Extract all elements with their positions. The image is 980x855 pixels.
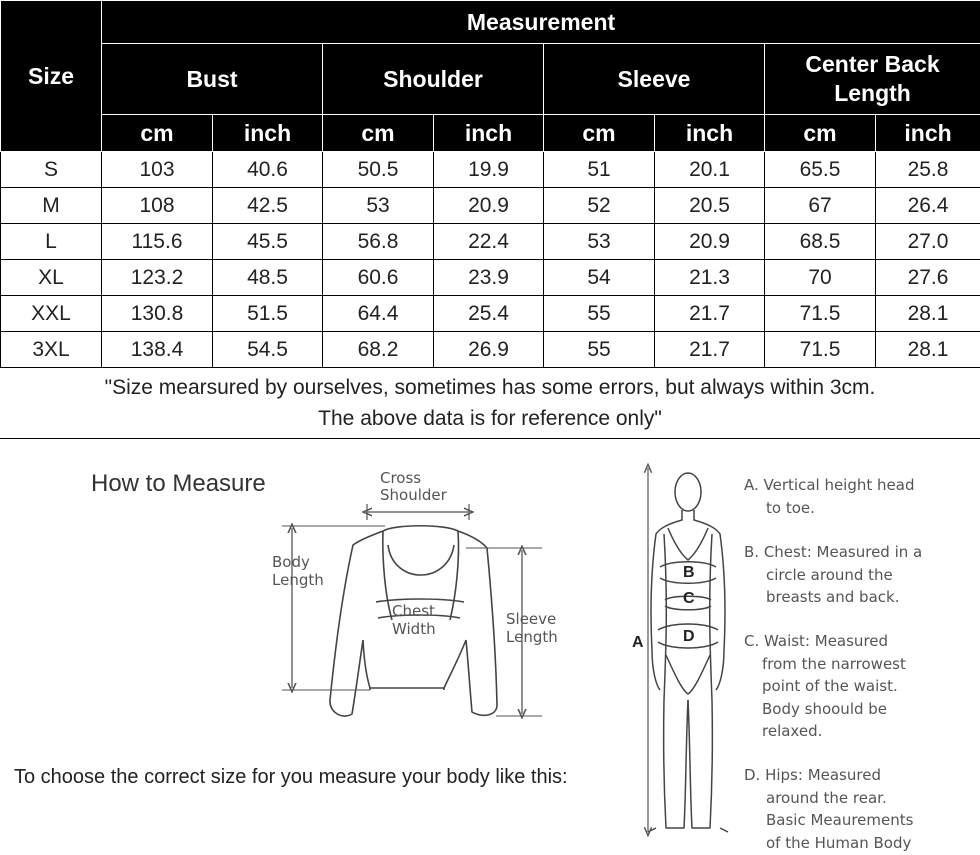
letter-a: A — [632, 634, 644, 651]
table-cell: 27.6 — [876, 260, 980, 296]
svg-text:Shoulder: Shoulder — [380, 486, 447, 504]
size-cell: 3XL — [1, 332, 102, 368]
table-cell: 51.5 — [213, 296, 323, 332]
svg-text:Length: Length — [506, 628, 558, 646]
unit-header: inch — [655, 115, 765, 152]
body-figure — [648, 473, 728, 832]
svg-text:Width: Width — [392, 620, 436, 638]
unit-header: inch — [434, 115, 544, 152]
size-chart-table — [0, 0, 980, 368]
table-cell: 40.6 — [213, 152, 323, 188]
body-length-label: Body — [272, 553, 310, 571]
unit-header: cm — [765, 115, 876, 152]
bust-header: Bust — [102, 44, 323, 115]
table-cell: 55 — [544, 332, 655, 368]
table-cell: 56.8 — [323, 224, 434, 260]
table-cell: 115.6 — [102, 224, 213, 260]
table-cell: 54 — [544, 260, 655, 296]
center-back-length-header — [765, 44, 980, 115]
table-cell: 53 — [323, 188, 434, 224]
table-cell: 26.4 — [876, 188, 980, 224]
table-cell: 52 — [544, 188, 655, 224]
sleeve-header: Sleeve — [544, 44, 765, 115]
chest-width-label: Chest — [392, 602, 435, 620]
legend-b: B. Chest: Measured in a circle around the breasts and back. — [744, 543, 923, 606]
center-back-line-1: Center Back — [805, 51, 940, 78]
table-row — [1, 260, 980, 296]
table-cell: 64.4 — [323, 296, 434, 332]
unit-header: inch — [213, 115, 323, 152]
table-row — [1, 188, 980, 224]
table-cell: 68.2 — [323, 332, 434, 368]
table-cell: 25.8 — [876, 152, 980, 188]
center-back-line-2: Length — [834, 80, 911, 106]
table-row — [1, 224, 980, 260]
table-cell: 71.5 — [765, 296, 876, 332]
table-cell: 65.5 — [765, 152, 876, 188]
unit-header: inch — [876, 115, 980, 152]
table-cell: 27.0 — [876, 224, 980, 260]
table-cell: 20.9 — [655, 224, 765, 260]
table-cell: 42.5 — [213, 188, 323, 224]
size-column-header: Size — [1, 1, 102, 152]
table-cell: 48.5 — [213, 260, 323, 296]
unit-header: cm — [323, 115, 434, 152]
table-cell: 23.9 — [434, 260, 544, 296]
table-cell: 50.5 — [323, 152, 434, 188]
size-cell: M — [1, 188, 102, 224]
size-cell: XXL — [1, 296, 102, 332]
table-cell: 20.9 — [434, 188, 544, 224]
size-cell: XL — [1, 260, 102, 296]
note-line-2: The above data is for reference only" — [318, 407, 662, 430]
measurement-header: Measurement — [102, 1, 980, 44]
table-cell: 19.9 — [434, 152, 544, 188]
table-cell: 130.8 — [102, 296, 213, 332]
table-cell: 28.1 — [876, 332, 980, 368]
how-to-measure-title: How to Measure — [91, 470, 266, 497]
table-cell: 108 — [102, 188, 213, 224]
letter-d: D — [683, 628, 695, 645]
table-cell: 45.5 — [213, 224, 323, 260]
table-row — [1, 152, 980, 188]
table-cell: 25.4 — [434, 296, 544, 332]
disclaimer-note — [0, 372, 980, 439]
table-cell: 60.6 — [323, 260, 434, 296]
table-cell: 51 — [544, 152, 655, 188]
letter-b: B — [683, 564, 695, 581]
table-row — [1, 296, 980, 332]
note-line-1: "Size mearsured by ourselves, sometimes has some errors, but always within 3cm. — [104, 376, 876, 399]
table-cell: 21.3 — [655, 260, 765, 296]
table-cell: 70 — [765, 260, 876, 296]
legend-d: D. Hips: Measured around the rear. Basic Meaurements of the Human Body — [744, 766, 914, 852]
unit-header: cm — [102, 115, 213, 152]
unit-header: cm — [544, 115, 655, 152]
table-cell: 71.5 — [765, 332, 876, 368]
table-cell: 138.4 — [102, 332, 213, 368]
svg-text:Length: Length — [272, 571, 324, 589]
table-cell: 26.9 — [434, 332, 544, 368]
legend-a: A. Vertical height head to toe. — [744, 476, 915, 517]
size-cell: S — [1, 152, 102, 188]
cross-shoulder-label: Cross — [380, 469, 422, 487]
table-cell: 21.7 — [655, 332, 765, 368]
size-cell: L — [1, 224, 102, 260]
table-cell: 68.5 — [765, 224, 876, 260]
table-cell: 53 — [544, 224, 655, 260]
legend-c: C. Waist: Measured from the narrowest point of the waist. Body shoould be relaxed. — [744, 632, 906, 740]
table-cell: 20.1 — [655, 152, 765, 188]
table-cell: 22.4 — [434, 224, 544, 260]
table-cell: 54.5 — [213, 332, 323, 368]
table-cell: 28.1 — [876, 296, 980, 332]
sleeve-length-label: Sleeve — [506, 610, 557, 628]
table-cell: 103 — [102, 152, 213, 188]
choose-size-instruction: To choose the correct size for you measure your body like this: — [14, 766, 568, 788]
table-cell: 55 — [544, 296, 655, 332]
table-row — [1, 332, 980, 368]
table-cell: 21.7 — [655, 296, 765, 332]
table-cell: 123.2 — [102, 260, 213, 296]
table-cell: 67 — [765, 188, 876, 224]
letter-c: C — [683, 590, 695, 607]
table-cell: 20.5 — [655, 188, 765, 224]
shoulder-header: Shoulder — [323, 44, 544, 115]
